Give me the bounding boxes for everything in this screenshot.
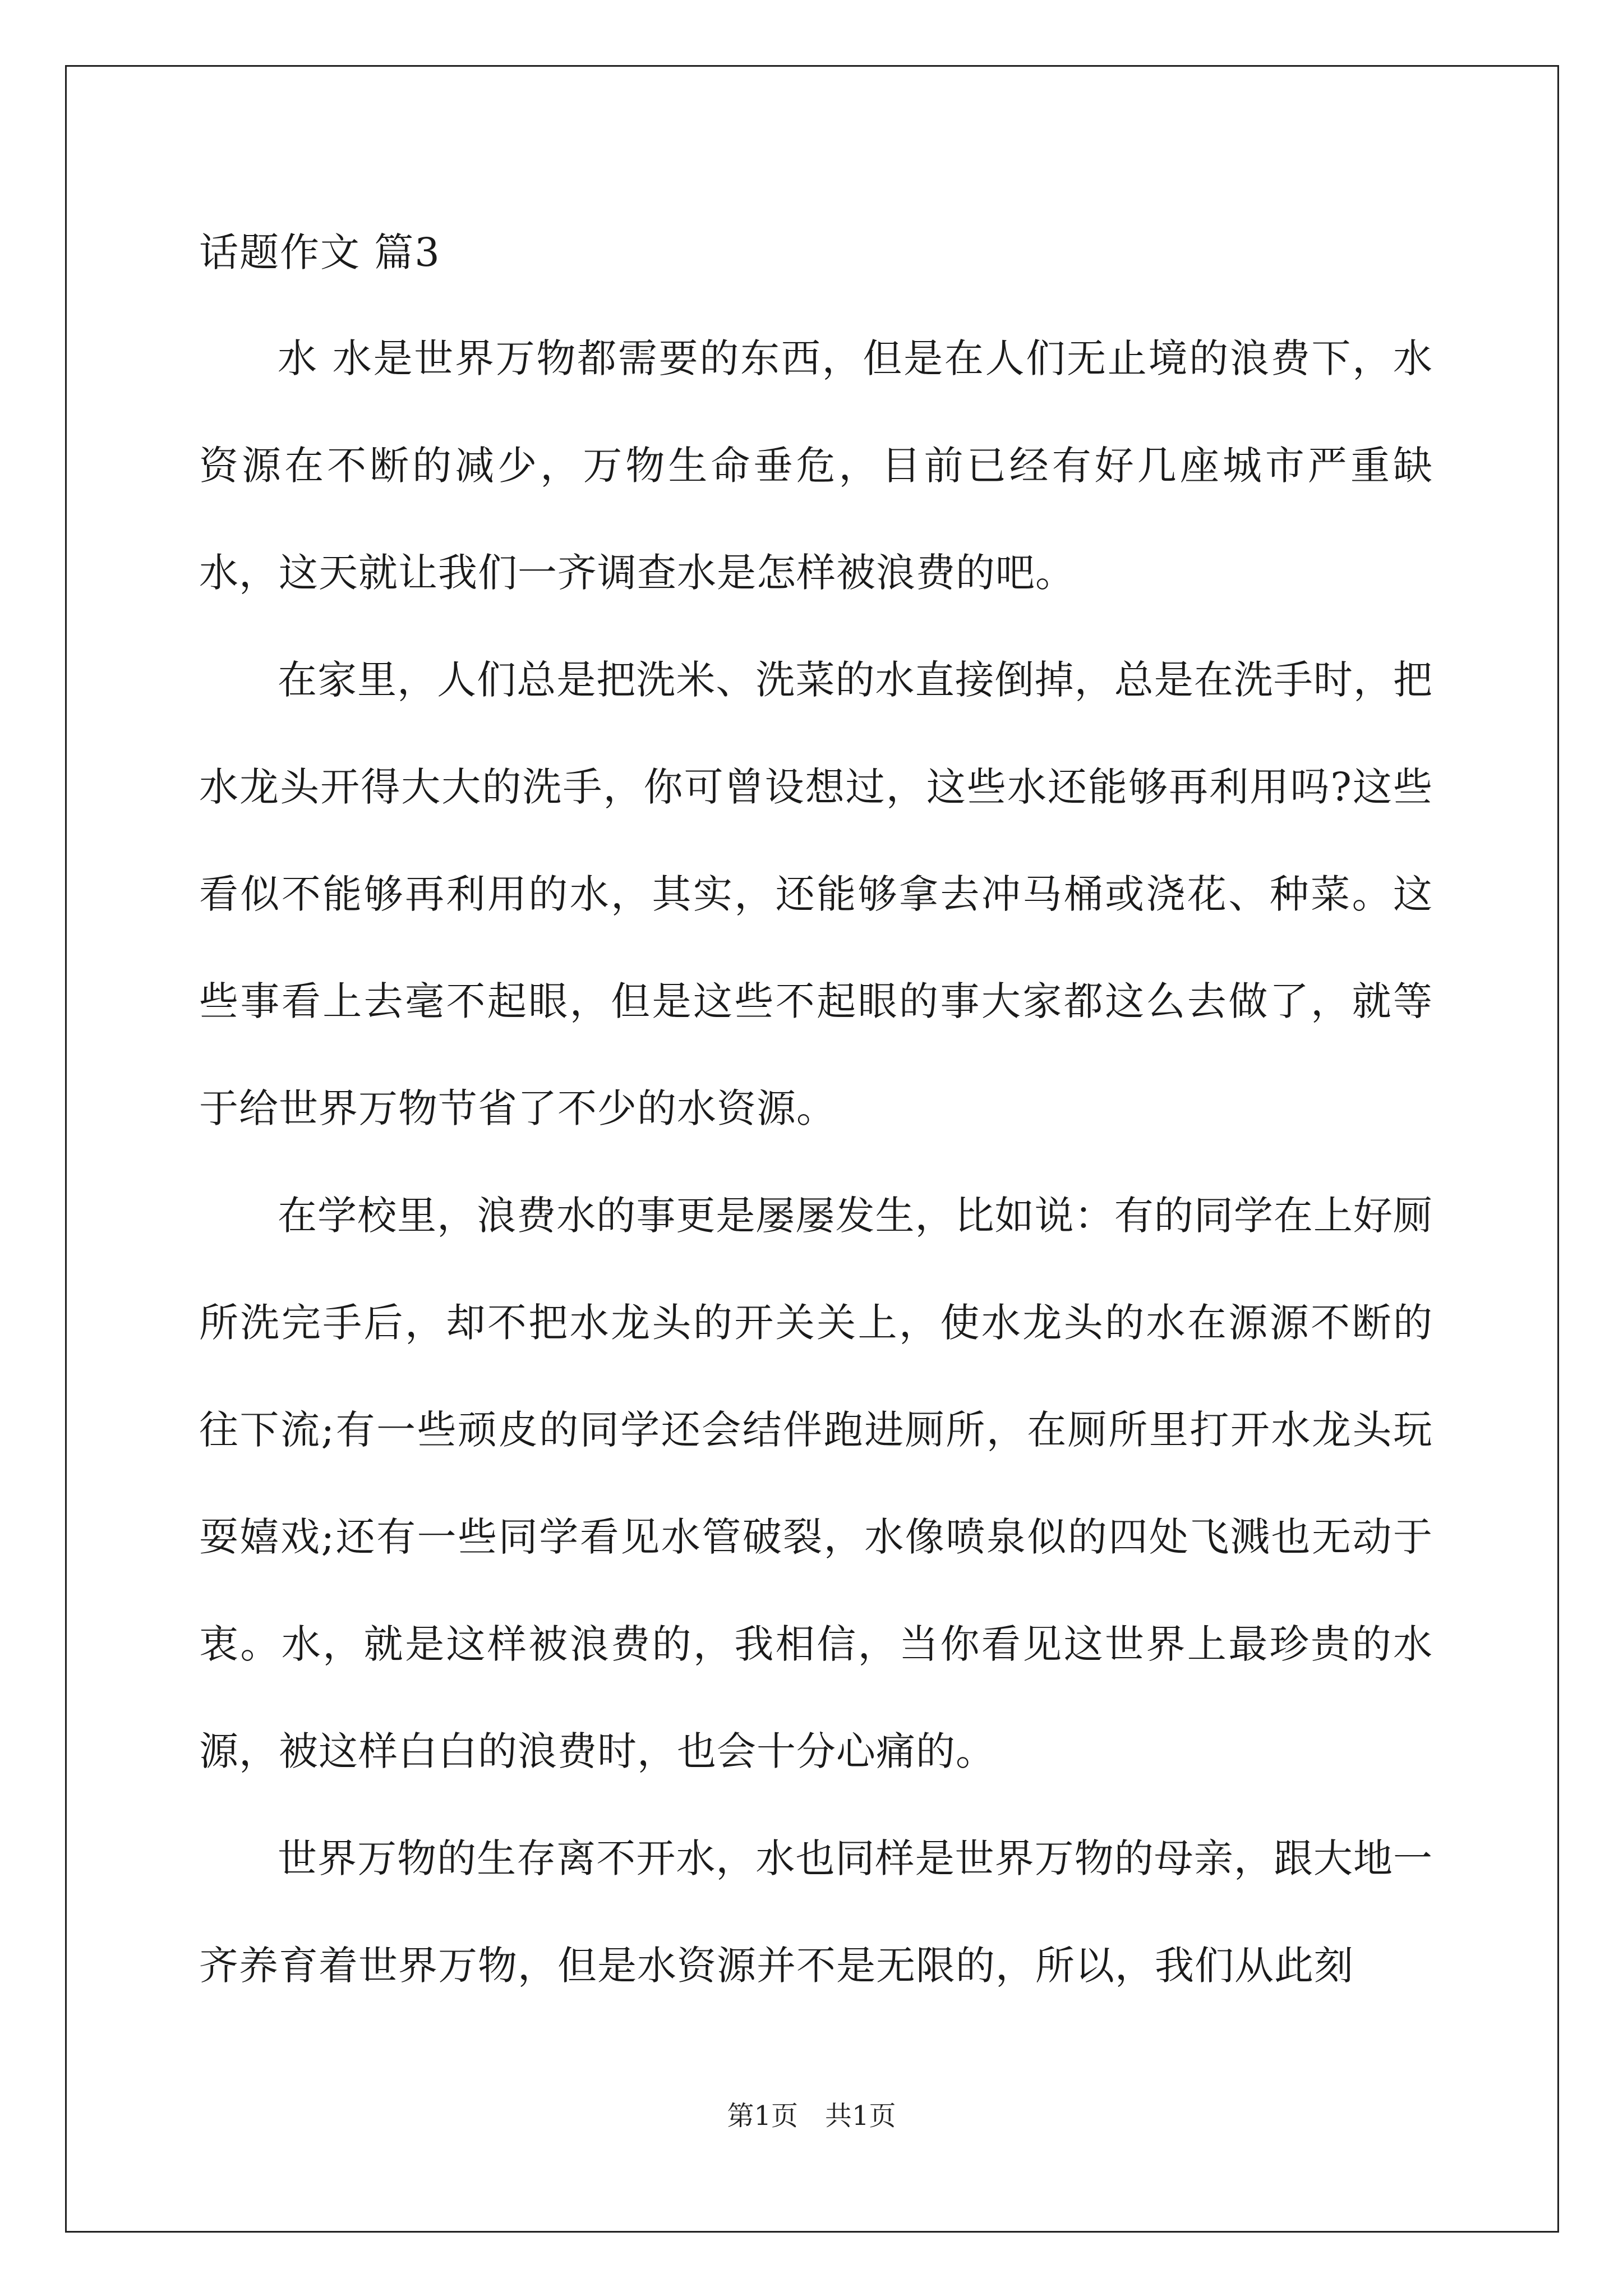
paragraph-4: 世界万物的生存离不开水，水也同样是世界万物的母亲，跟大地一齐养育着世界万物，但是水资源并不是无限的，所以，我们从此刻 [199,1835,1433,1989]
paragraph-1: 水 水是世界万物都需要的东西，但是在人们无止境的浪费下，水资源在不断的减少，万物生命垂危，目前已经有好几座城市严重缺水，这天就让我们一齐调查水是怎样被浪费的吧。 [199,335,1433,596]
document-title: 话题作文 篇3 [199,229,441,275]
paragraph-3: 在学校里，浪费水的事更是屡屡发生，比如说：有的同学在上好厕所洗完手后，却不把水龙头的开关关上，使水龙头的水在源源不断的往下流;有一些顽皮的同学还会结伴跑进厕所，在厕所里打开水龙头玩耍嬉戏;还有一些同学看见水管破裂，水像喷泉似的四处飞溅也无动于衷。水，就是这样被浪费的，我相信，当你看见这世界上最珍贵的水源，被这样白白的浪费时，也会十分心痛的。 [199,1193,1433,1774]
page-footer: 第1页 共1页 [727,2100,896,2132]
document-body [199,213,1433,2019]
paragraph-2: 在家里，人们总是把洗米、洗菜的水直接倒掉，总是在洗手时，把水龙头开得大大的洗手，你可曾设想过，这些水还能够再利用吗?这些看似不能够再利用的水，其实，还能够拿去冲马桶或浇花、种菜。这些事看上去毫不起眼，但是这些不起眼的事大家都这么去做了，就等于给世界万物节省了不少的水资源。 [199,657,1433,1131]
